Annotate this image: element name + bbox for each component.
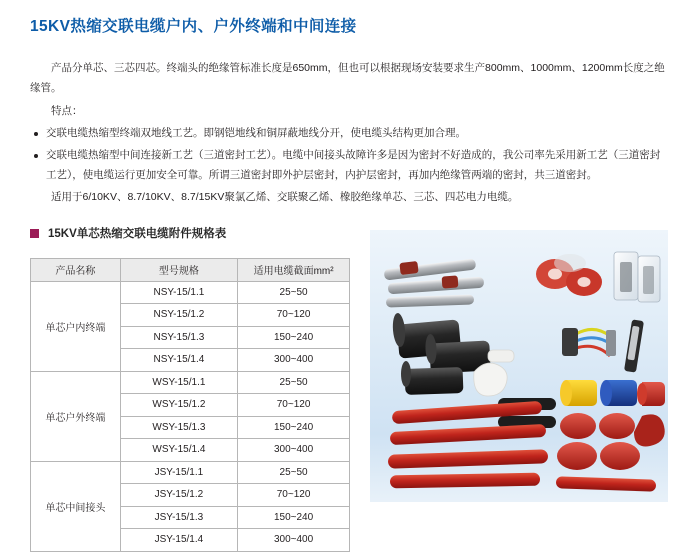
braid-tape-group: [384, 258, 485, 307]
cell-model: NSY-15/1.1: [120, 281, 238, 304]
section-heading-label: 15KV单芯热缩交联电缆附件规格表: [48, 228, 227, 240]
wire-harness-group: [562, 328, 616, 356]
cell-model: NSY-15/1.3: [120, 326, 238, 349]
cutter-tool: [624, 319, 644, 372]
tape-roll-group: [536, 254, 602, 296]
cell-model: JSY-15/1.1: [120, 461, 238, 484]
intro-text: [30, 58, 670, 209]
page-title: 15KV热缩交联电缆户内、户外终端和中间连接: [30, 18, 357, 35]
cell-area: 150~240: [238, 326, 350, 349]
cell-model: NSY-15/1.4: [120, 349, 238, 372]
group-name-joint: 单芯中间接头: [31, 461, 121, 551]
cell-model: NSY-15/1.2: [120, 304, 238, 327]
cap-group: [560, 380, 665, 406]
cell-area: 300~400: [238, 529, 350, 552]
cell-model: WSY-15/1.3: [120, 416, 238, 439]
spec-table: [30, 258, 350, 552]
intro-paragraph-1: 产品分单芯、三芯四芯。终端头的绝缘管标准长度是650mm，但也可以根据现场安装要求生产800mm、1000mm、1200mm长度之绝缘管。: [30, 62, 665, 95]
table-row: [31, 371, 350, 394]
product-photo-inner: [370, 230, 668, 502]
cell-model: JSY-15/1.3: [120, 506, 238, 529]
cell-area: 300~400: [238, 439, 350, 462]
red-bell-group: [557, 413, 665, 470]
cell-model: JSY-15/1.2: [120, 484, 238, 507]
cell-area: 150~240: [238, 416, 350, 439]
packaged-bag-group: [614, 252, 660, 302]
cell-model: WSY-15/1.4: [120, 439, 238, 462]
col-model: 型号规格: [120, 259, 238, 282]
col-product-name: 产品名称: [31, 259, 121, 282]
cell-area: 150~240: [238, 506, 350, 529]
cell-model: WSY-15/1.2: [120, 394, 238, 417]
product-photo-illustration: [370, 230, 668, 502]
section-heading: [30, 225, 226, 241]
cell-area: 70~120: [238, 484, 350, 507]
table-row: [31, 281, 350, 304]
cell-area: 25~50: [238, 461, 350, 484]
cell-area: 300~400: [238, 349, 350, 372]
table-header-row: [31, 259, 350, 282]
square-marker-icon: [30, 229, 39, 238]
feature-item-2: 交联电缆热缩型中间连接新工艺（三道密封工艺）。电缆中间接头故障许多是因为密封不好造成的，我公司率先采用新工艺（三道密封工艺），使电缆运行更加安全可靠。所谓三道密封即外护层密封，内护层密封，再加内绝缘管两端的密封，共三道密封。: [30, 145, 670, 186]
closing-paragraph: 适用于6/10KV、8.7/10KV、8.7/15KV聚氯乙烯、交联聚乙烯、橡胶绝缘单芯、三芯、四芯电力电缆。: [51, 190, 519, 203]
cell-area: 25~50: [238, 371, 350, 394]
cell-model: JSY-15/1.4: [120, 529, 238, 552]
cell-area: 70~120: [238, 304, 350, 327]
intro-paragraph-2: 特点：: [51, 104, 83, 117]
table-header: [31, 259, 350, 282]
cell-area: 25~50: [238, 281, 350, 304]
table-row: [31, 461, 350, 484]
feature-item-1: 交联电缆热缩型终端双地线工艺。即钢铠地线和铜屏蔽地线分开，使电缆头结构更加合理。: [30, 123, 670, 143]
group-name-outdoor: 单芯户外终端: [31, 371, 121, 461]
cell-model: WSY-15/1.1: [120, 371, 238, 394]
table-body: [31, 281, 350, 551]
cell-area: 70~120: [238, 394, 350, 417]
group-name-indoor: 单芯户内终端: [31, 281, 121, 371]
col-section-area: 适用电缆截面mm²: [238, 259, 350, 282]
feature-list: [30, 123, 670, 185]
product-photo: [370, 230, 668, 502]
